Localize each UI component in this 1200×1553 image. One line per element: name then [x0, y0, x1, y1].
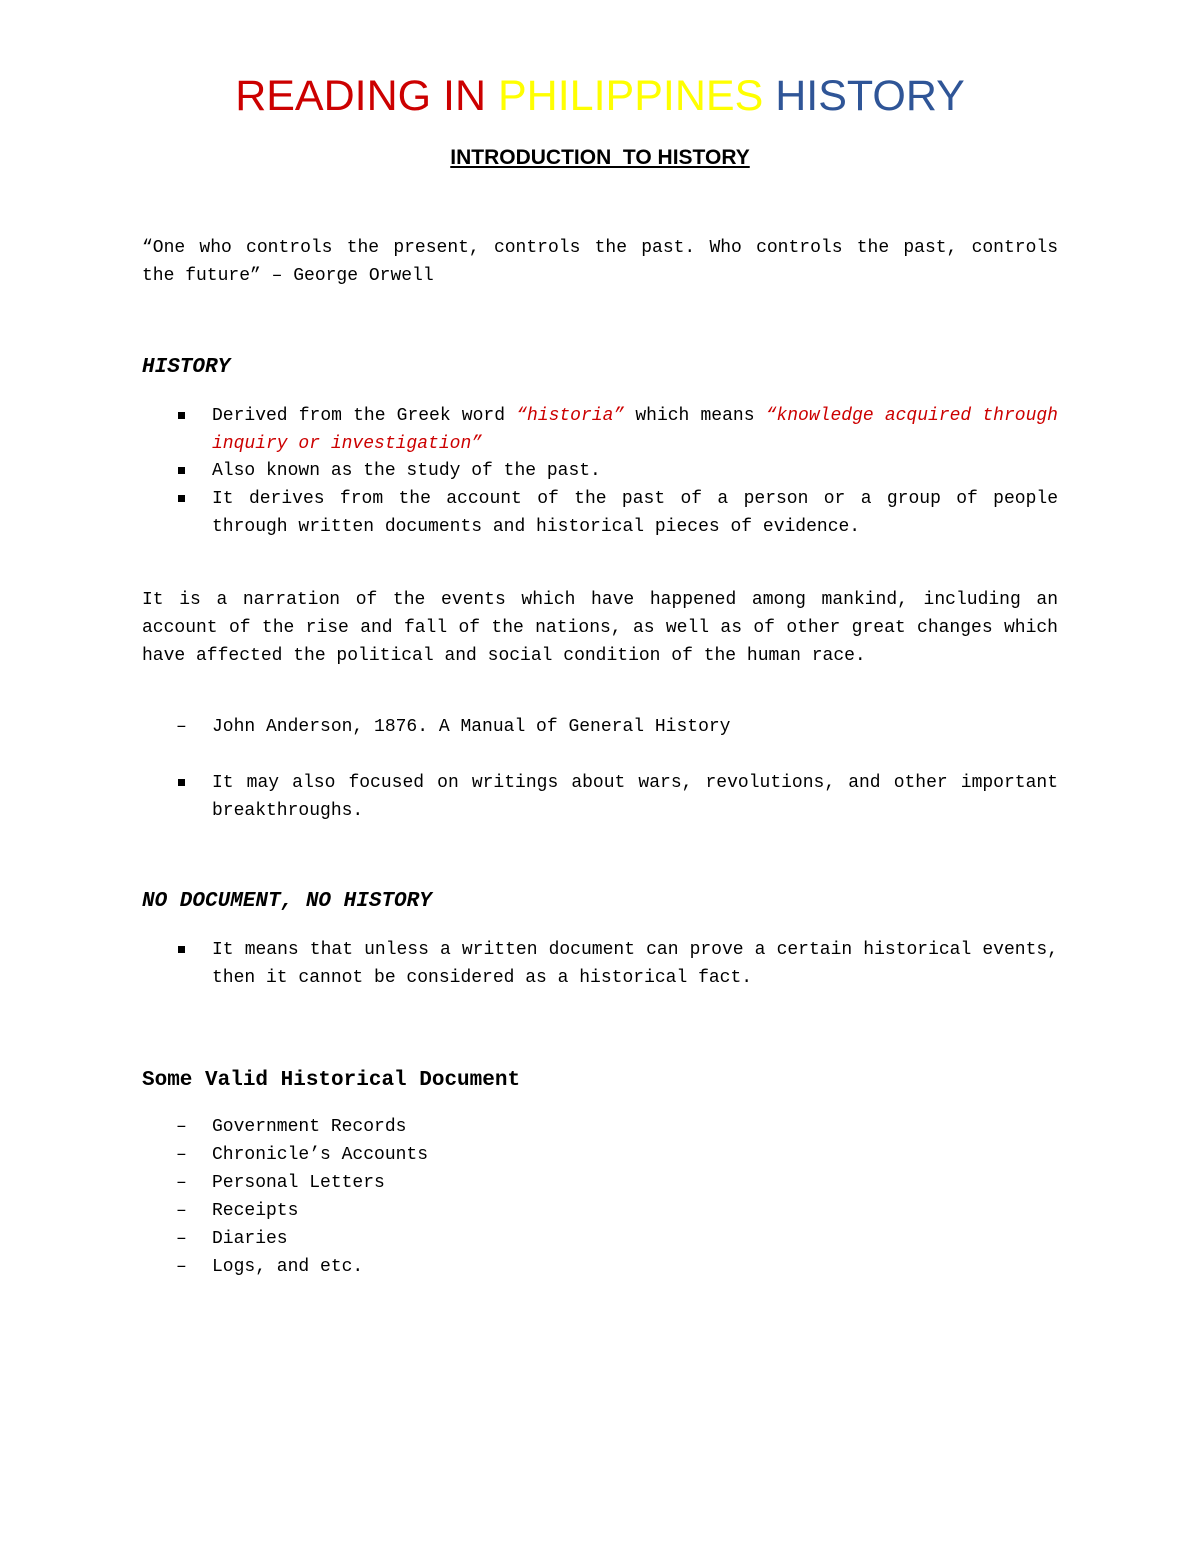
- dash-marker: –: [176, 1117, 187, 1137]
- history-bullet-derivation: [212, 402, 1058, 458]
- title-part-philippines: PHILIPPINES: [498, 72, 764, 120]
- valid-doc-item: Government Records: [212, 1117, 407, 1137]
- dash-marker: –: [176, 1201, 187, 1221]
- bullet-icon: [178, 946, 185, 953]
- valid-documents-heading: Some Valid Historical Document: [142, 1069, 521, 1092]
- valid-doc-item: Receipts: [212, 1201, 299, 1221]
- history-citation: John Anderson, 1876. A Manual of General History: [212, 717, 731, 737]
- bullet-icon: [178, 467, 185, 474]
- dash-marker: –: [176, 1173, 187, 1193]
- valid-doc-item: Diaries: [212, 1229, 288, 1249]
- document-subtitle: INTRODUCTION TO HISTORY: [450, 146, 750, 169]
- no-document-heading: NO DOCUMENT, NO HISTORY: [142, 890, 432, 913]
- term-meaning: “knowledge acquired through inquiry or investigation”: [212, 406, 1058, 454]
- bullet-icon: [178, 412, 185, 419]
- bullet-icon: [178, 779, 185, 786]
- history-bullet-study: Also known as the study of the past.: [212, 461, 601, 481]
- term-historia: “historia”: [516, 406, 625, 426]
- valid-doc-item: Personal Letters: [212, 1173, 385, 1193]
- dash-marker: –: [176, 1257, 187, 1277]
- document-title: [0, 70, 1200, 122]
- derivation-pre: Derived from the Greek word: [212, 406, 517, 426]
- title-part-history: HISTORY: [763, 72, 965, 120]
- history-bullet-account: It derives from the account of the past of a person or a group of people through written documents and historical pieces of evidence.: [212, 489, 1058, 537]
- valid-doc-item: Logs, and etc.: [212, 1257, 364, 1277]
- orwell-quote: “One who controls the present, controls the past. Who controls the past, controls the future” – George Orwell: [142, 238, 1058, 286]
- bullet-icon: [178, 495, 185, 502]
- dash-marker: –: [176, 1229, 187, 1249]
- dash-marker: –: [176, 1145, 187, 1165]
- valid-doc-item: Chronicle’s Accounts: [212, 1145, 429, 1165]
- history-bullet-writings: It may also focused on writings about wars, revolutions, and other important breakthroughs.: [212, 773, 1058, 821]
- history-heading: HISTORY: [142, 356, 231, 379]
- derivation-mid: which means: [624, 406, 766, 426]
- title-part-reading-in: READING IN: [235, 72, 498, 120]
- history-paragraph: It is a narration of the events which have happened among mankind, including an account of the rise and fall of the nations, as well as of other great changes which have affected the political and social condition of the human race.: [142, 590, 1058, 666]
- dash-marker: –: [176, 717, 187, 737]
- no-document-bullet: It means that unless a written document can prove a certain historical events, then it cannot be considered as a historical fact.: [212, 940, 1058, 988]
